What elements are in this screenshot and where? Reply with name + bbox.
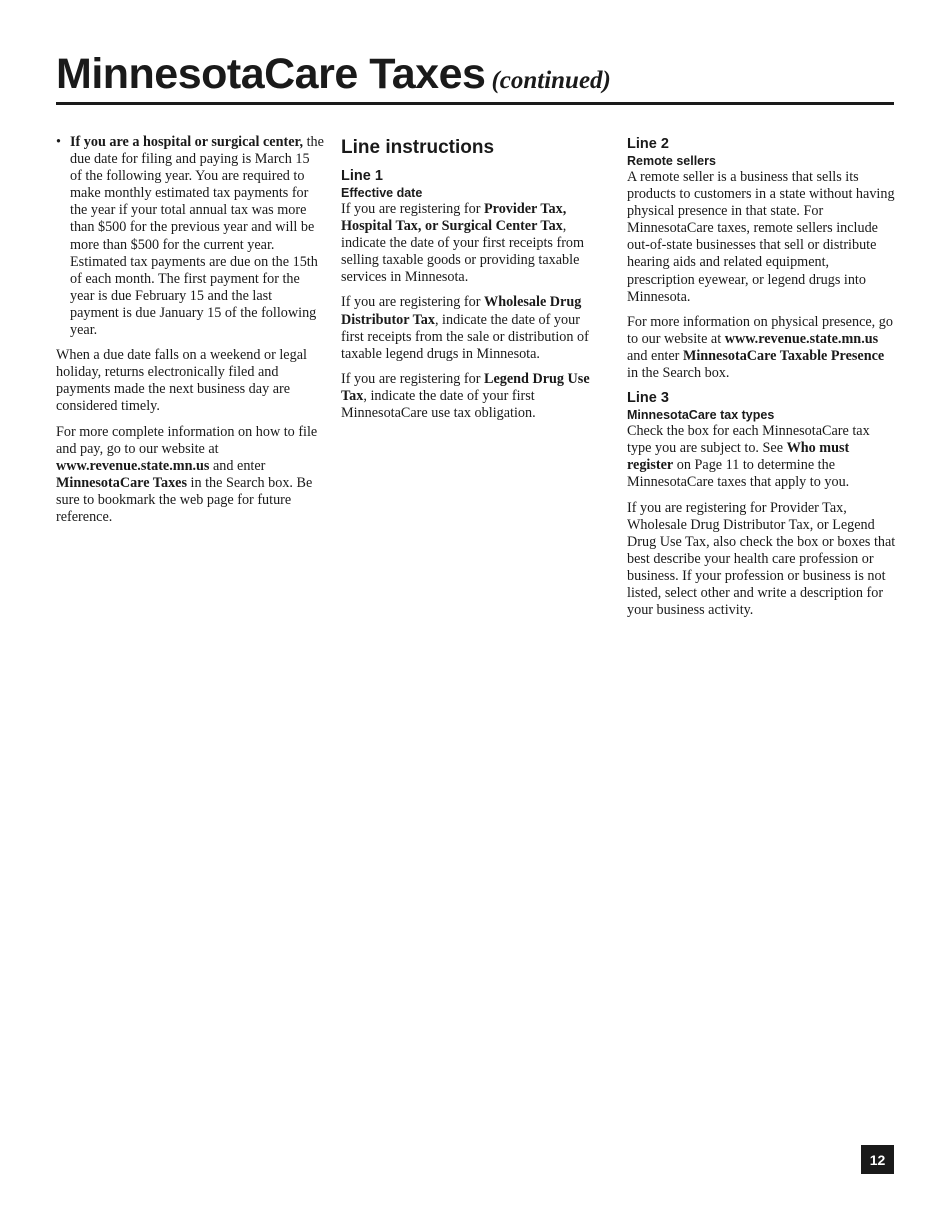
search-term: MinnesotaCare Taxable Presence: [682, 347, 885, 364]
line1-subheading: Effective date: [341, 186, 423, 200]
bold-span: Legend Drug Use Tax: [341, 370, 590, 404]
line3-subheading: MinnesotaCare tax types: [627, 408, 775, 423]
page-title: MinnesotaCare Taxes: [56, 50, 486, 98]
bold-span: Provider Tax, Hospital Tax, or Surgical Center Tax: [341, 201, 567, 235]
text-span: , indicate the date of your first receipts from the sale or distribution of taxable legend drugs in Minnesota.: [341, 311, 589, 362]
text-span: and enter: [627, 347, 683, 364]
profession-paragraph: If you are registering for Provider Tax, Wholesale Drug Distributor Tax, or Legend Drug Use Tax, also check the box or boxes that best describe your health care profession or business. If your profession or business is not listed, select other and write a description for your business activity.: [627, 499, 896, 619]
bold-span: Who must register: [627, 440, 850, 474]
website-link[interactable]: www.revenue.state.mn.us: [56, 457, 210, 474]
bullet-bold: If you are a hospital or surgical center,: [70, 134, 304, 150]
remote-seller-paragraph: A remote seller is a business that sells its products to customers in a state without having physical presence in that state. For MinnesotaCare taxes, remote sellers include out-of-state businesses that sell or distribute hearing aids and related equipment, prescription eyewear, or legend drugs into Minnesota.: [627, 169, 895, 305]
line2-heading: Line 2: [627, 136, 669, 152]
website-link[interactable]: www.revenue.state.mn.us: [724, 330, 879, 347]
line1-heading: Line 1: [341, 168, 383, 184]
search-term: MinnesotaCare Taxes: [56, 474, 187, 491]
line2-subheading: Remote sellers: [627, 154, 716, 168]
bullet-text: [70, 134, 324, 339]
hospital-bullet: [56, 134, 324, 339]
text-span: , indicate the date of your first receipts from selling taxable goods or providing taxable services in Minnesota.: [341, 218, 585, 286]
text-span: For more complete information on how to file and pay, go to our website at: [56, 423, 318, 457]
page-header: [56, 48, 894, 105]
tax-types-paragraph: [627, 423, 897, 491]
column-left: [56, 134, 324, 534]
bullet-body-text: the due date for filing and paying is March 15 of the following year. You are required to make monthly estimated tax payments for the year if your total annual tax was more than $500 for the previous year and will be more than $500 for the current year. Estimated tax payments are due on the 15th of each month. The first payment for the year is due February 15 and the last payment is due January 15 of the following year.: [70, 134, 324, 339]
wholesale-drug-paragraph: [341, 294, 603, 362]
text-span: For more information on physical presence, go to our website at: [627, 313, 893, 347]
physical-presence-paragraph: [627, 314, 897, 382]
bullet-icon: •: [56, 134, 61, 150]
column-right: [627, 134, 897, 627]
text-span: in the Search box.: [627, 365, 730, 382]
text-span: and enter: [209, 457, 266, 474]
line-instructions-heading: Line instructions: [341, 137, 495, 158]
line3-heading: Line 3: [627, 390, 669, 407]
legend-drug-paragraph: [341, 371, 603, 422]
text-span: If you are registering for: [341, 201, 484, 217]
more-info-paragraph: [56, 424, 324, 527]
text-span: Check the box for each MinnesotaCare tax type you are subject to. See: [627, 423, 870, 457]
text-span: on Page 11 to determine the MinnesotaCare taxes that apply to you.: [627, 457, 850, 491]
provider-tax-paragraph: [341, 201, 603, 286]
text-span: , indicate the date of your first MinnesotaCare use tax obligation.: [341, 387, 536, 422]
column-middle: [341, 134, 603, 430]
page-number-badge: 12: [861, 1145, 894, 1174]
text-span: If you are registering for: [341, 294, 484, 311]
text-span: If you are registering for: [341, 370, 484, 387]
bold-span: Wholesale Drug Distributor Tax: [341, 294, 582, 328]
due-date-paragraph: When a due date falls on a weekend or legal holiday, returns electronically filed and payments made the next business day are considered timely.: [56, 347, 307, 415]
page-subtitle: (continued): [491, 67, 611, 94]
text-span: in the Search box. Be sure to bookmark the web page for future reference.: [56, 474, 313, 525]
